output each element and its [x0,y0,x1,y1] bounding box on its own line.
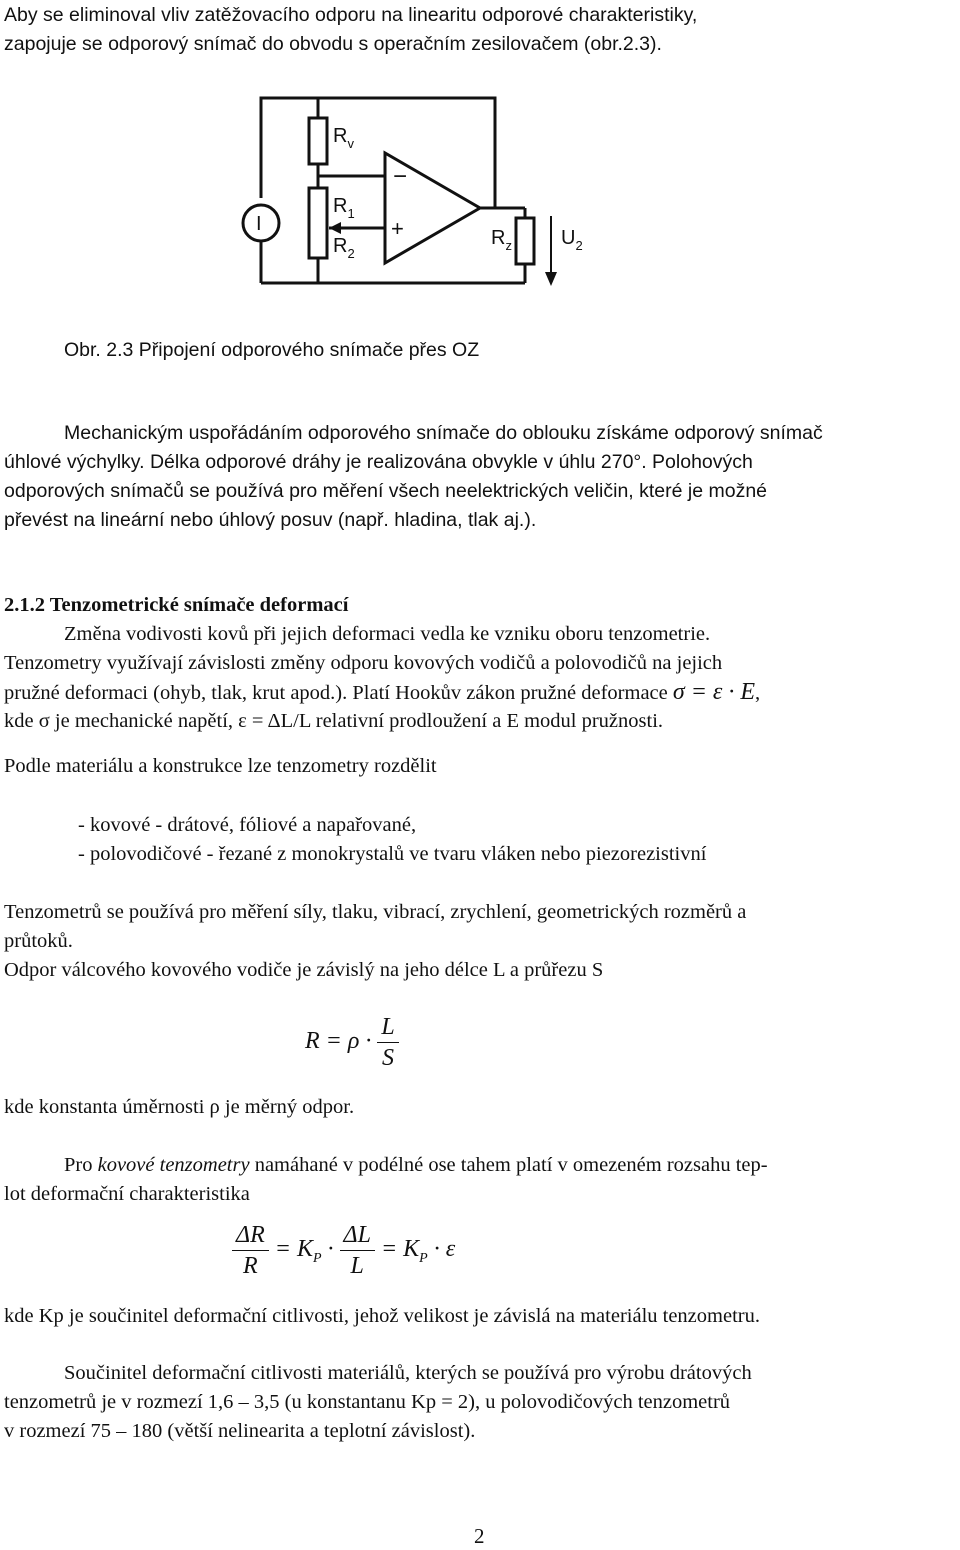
coef-line-1: Součinitel deformační citlivosti materiálů, kterých se používá pro výrobu drátových [64,1362,752,1384]
section-line-3-text: pružné deformaci (ohyb, tlak, krut apod.). Platí Hookův zákon pružné deformace [4,682,668,704]
potentiometer-r1-r2 [309,188,327,258]
strain-formula [232,1220,455,1281]
label-r2: $R_2$ [333,235,355,261]
division-item-2: - polovodičové - řezané z monokrystalů ve tvaru vláken nebo piezorezistivní [78,843,707,865]
section-line-3 [4,679,760,706]
formula2-fraction-1 [232,1220,269,1281]
formula2-den2: L [350,1253,364,1279]
formula2-den1: R [243,1253,258,1279]
resistor-rz [516,218,534,264]
formula2-fraction-2 [340,1220,375,1281]
label-minus: − [393,163,408,190]
formula2-mid: = K [274,1236,313,1263]
formula2-mid-sub: P [312,1250,322,1266]
intro-line-1: Aby se eliminoval vliv zatěžovacího odporu na linearitu odporové charakteristiky, [4,4,698,26]
metal-line-2: lot deformační charakteristika [4,1183,250,1205]
metal-line-1 [64,1152,768,1178]
section-line-2: Tenzometry využívají závislosti změny odporu kovových vodičů a polovodičů na jejich [4,652,723,674]
after-formula1-line: kde konstanta úměrnosti ρ je měrný odpor. [4,1096,355,1118]
formula1-fraction [377,1012,398,1073]
hooke-formula: σ = ε · E [672,679,756,705]
metal-italic: kovové tenzometry [97,1154,250,1176]
usage-line-3: Odpor válcového kovového vodiče je závislý na jeho délce L a průřezu S [4,959,604,981]
label-u2: $U_2$ [561,227,583,253]
section-heading: 2.1.2 Tenzometrické snímače deformací [4,594,349,616]
section-line-4: kde σ je mechanické napětí, ε = ΔL/L relativní prodloužení a E modul pružnosti. [4,710,664,732]
kp-line: kde Kp je součinitel deformační citlivosti, jehož velikost je závislá na materiálu tenzometru. [4,1305,760,1327]
formula1-denominator: S [382,1045,395,1071]
usage-line-1: Tenzometrů se používá pro měření síly, tlaku, vibrací, zrychlení, geometrických rozměrů a [4,901,747,923]
coef-line-3: v rozmezí 75 – 180 (větší nelinearita a teplotní závislost). [4,1420,476,1442]
resistance-formula [305,1012,399,1073]
formula2-num2: ΔL [340,1220,375,1251]
para1-line-4: převést na lineární nebo úhlový posuv (např. hladina, tlak aj.). [4,509,537,531]
figure-caption: Obr. 2.3 Připojení odporového snímače přes OZ [64,339,480,361]
formula1-numerator: L [377,1012,398,1043]
formula2-num1: ΔR [232,1220,269,1251]
metal-pre: Pro [64,1154,98,1176]
metal-post: namáhané v podélné ose tahem platí v omezeném rozsahu tep- [249,1154,768,1176]
label-r1: $R_1$ [333,195,355,221]
para1-line-2: úhlové výchylky. Délka odporové dráhy je realizována obvykle v úhlu 270°. Polohových [4,451,753,473]
formula2-end: = K [380,1236,420,1263]
wire-feedback [318,98,495,208]
label-source: I [256,213,262,235]
formula1-lhs: R = ρ · [305,1028,372,1055]
para1-line-3: odporových snímačů se používá pro měření všech neelektrických veličin, které je možné [4,480,768,502]
formula2-end-sub: P [419,1250,428,1266]
formula2-end-tail: · ε [433,1236,456,1263]
circuit-diagram [225,68,605,320]
label-rz: $R_z$ [491,227,512,253]
formula2-dot: · [327,1236,334,1263]
section-line-3-end: , [755,682,761,704]
division-item-1: - kovové - drátové, fóliové a napařované, [78,814,417,836]
usage-line-2: průtoků. [4,930,73,952]
division-line: Podle materiálu a konstrukce lze tenzometry rozdělit [4,755,437,777]
para1-line-1: Mechanickým uspořádáním odporového snímače do oblouku získáme odporový snímač [64,422,823,444]
label-rv: $R_v$ [333,125,354,151]
label-plus: + [391,216,404,241]
intro-line-2: zapojuje se odporový snímač do obvodu s operačním zesilovačem (obr.2.3). [4,33,662,55]
section-line-1: Změna vodivosti kovů při jejich deformaci vedla ke vzniku oboru tenzometrie. [64,623,711,645]
resistor-rv [309,118,327,164]
coef-line-2: tenzometrů je v rozmezí 1,6 – 3,5 (u konstantanu Kp = 2), u polovodičových tenzometrů [4,1391,731,1413]
page-number: 2 [474,1524,485,1548]
